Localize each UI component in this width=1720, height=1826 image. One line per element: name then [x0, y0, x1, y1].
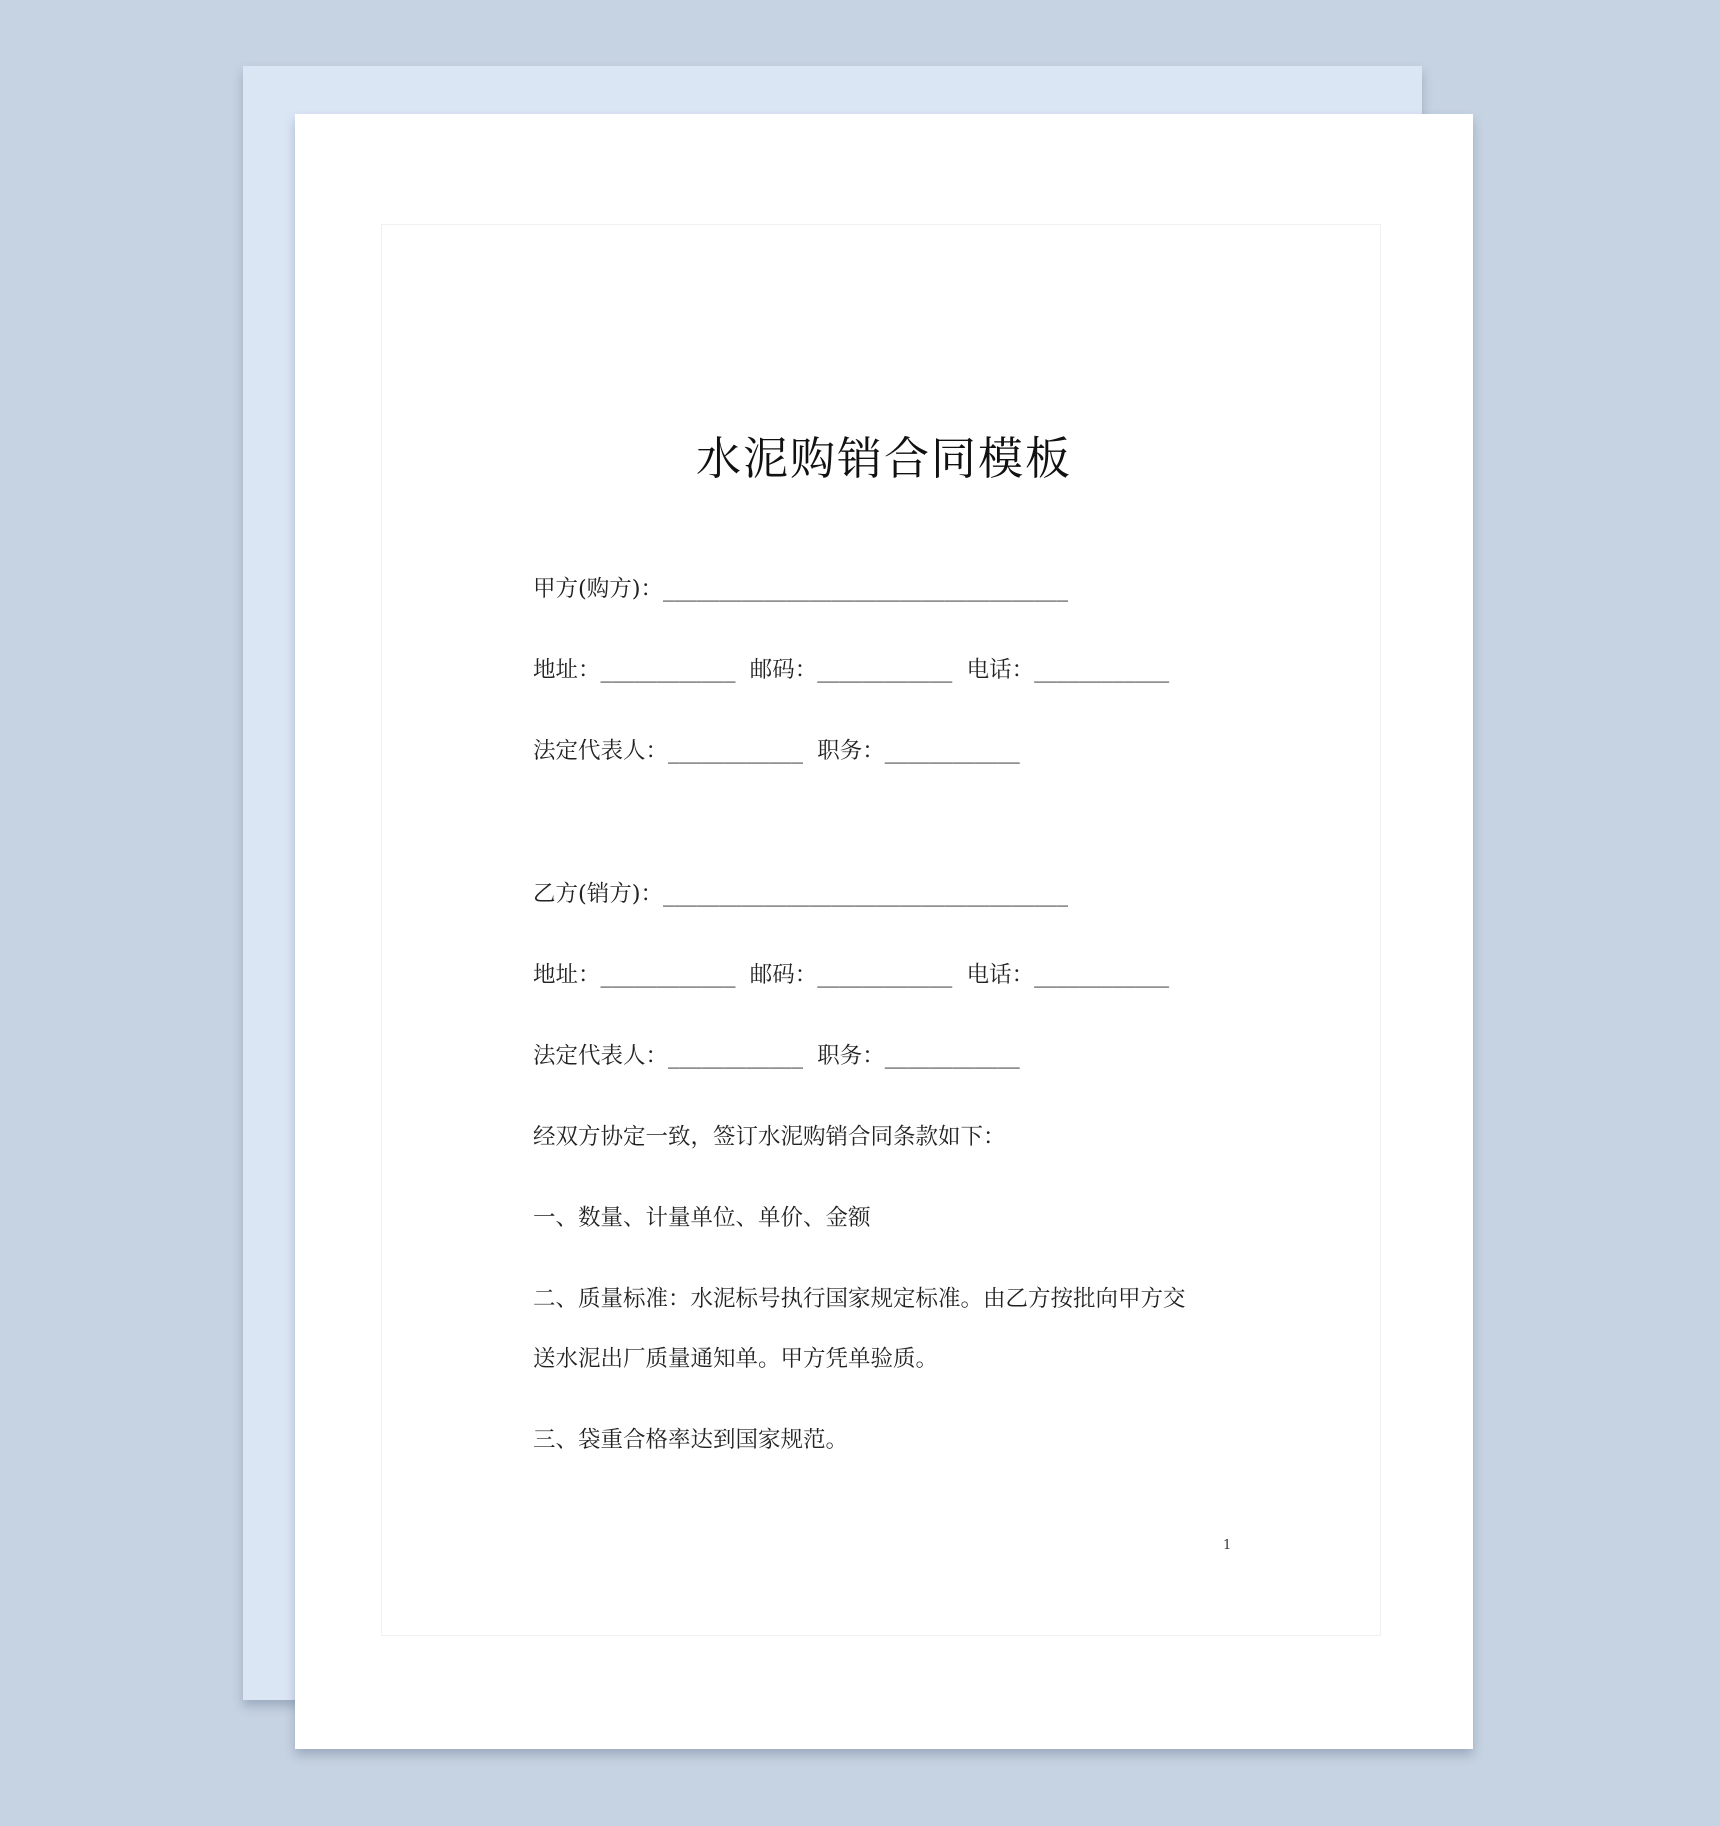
party-b-name-line: 乙方(销方)：____________________________________	[533, 881, 1069, 907]
clause-one-line: 一、数量、计量单位、单价、金额	[533, 1205, 871, 1231]
party-a-contact-line: 地址：____________ 邮码：____________ 电话：____________	[533, 657, 1170, 683]
party-b-representative-line: 法定代表人：____________ 职务：____________	[533, 1043, 1020, 1069]
document-title: 水泥购销合同模板	[695, 432, 1072, 485]
page-number: 1	[1223, 1538, 1232, 1553]
party-a-name-line: 甲方(购方)：____________________________________	[533, 576, 1069, 602]
agreement-intro-line: 经双方协定一致，签订水泥购销合同条款如下：	[533, 1124, 1006, 1150]
clause-three-line: 三、袋重合格率达到国家规范。	[533, 1427, 849, 1453]
document-page	[295, 114, 1473, 1749]
party-b-contact-line: 地址：____________ 邮码：____________ 电话：____________	[533, 962, 1170, 988]
clause-two-continuation-line: 送水泥出厂质量通知单。甲方凭单验质。	[533, 1346, 939, 1372]
clause-two-line: 二、质量标准：水泥标号执行国家规定标准。由乙方按批向甲方交	[533, 1286, 1186, 1312]
party-a-representative-line: 法定代表人：____________ 职务：____________	[533, 738, 1020, 764]
